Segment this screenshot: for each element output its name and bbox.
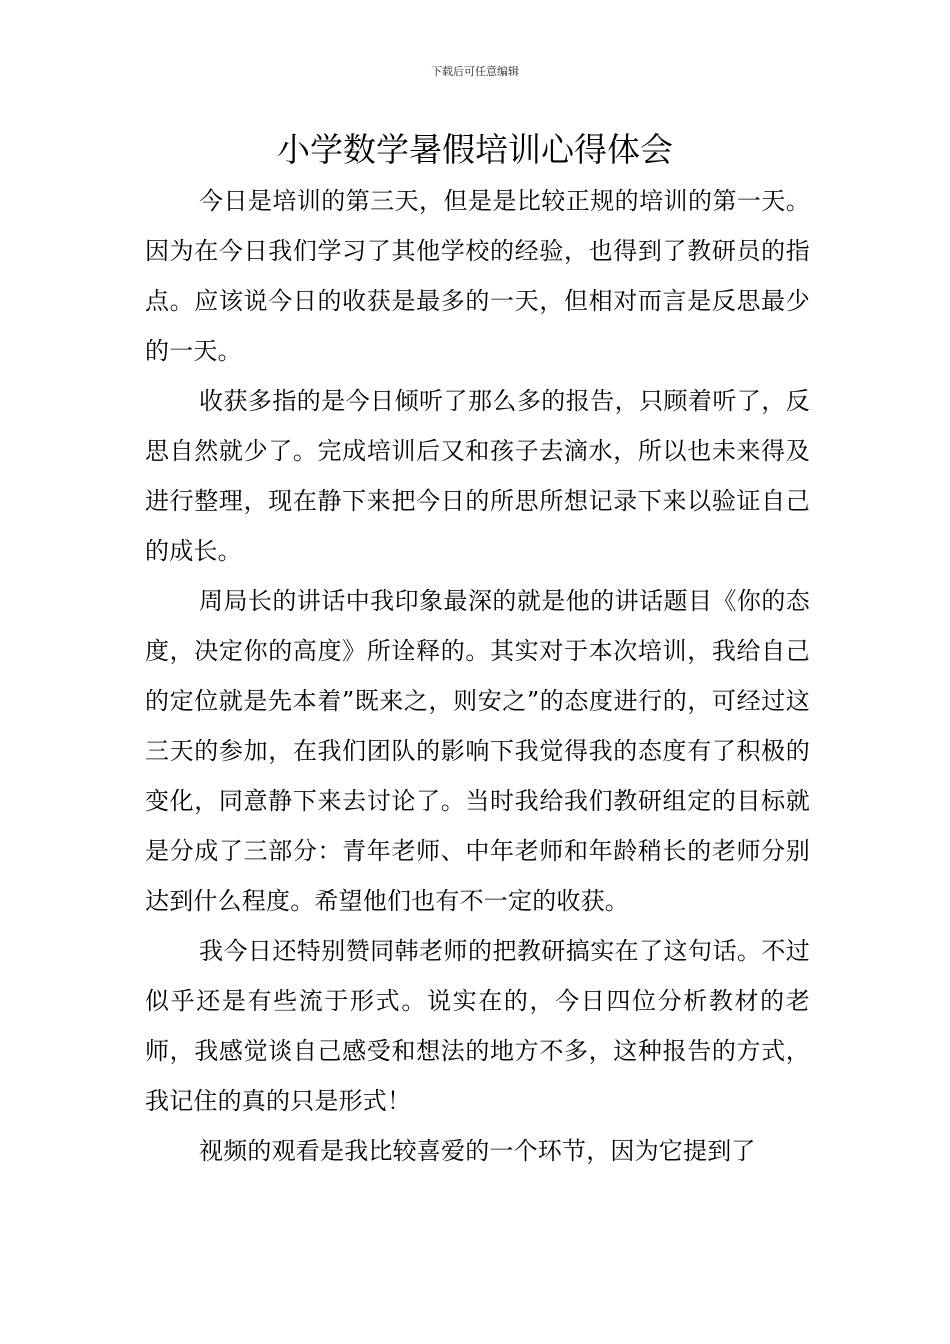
paragraph: 今日是培训的第三天，但是是比较正规的培训的第一天。因为在今日我们学习了其他学校的经验，也得到了教研员的指点。应该说今日的收获是最多的一天，但相对而言是反思最少的一天。: [145, 187, 810, 365]
paragraph: 周局长的讲话中我印象最深的就是他的讲话题目《你的态度，决定你的高度》所诠释的。其实对于本次培训，我给自己的定位就是先本着”既来之，则安之”的态度进行的，可经过这三天的参加，在我们团队的影响下我觉得我的态度有了积极的变化，同意静下来去讨论了。当时我给我们教研组定的目标就是分成了三部分：青年老师、中年老师和年龄稍长的老师分别达到什么程度。希望他们也有不一定的收获。: [145, 587, 810, 915]
document-title: 小学数学暑假培训心得体会: [277, 130, 673, 169]
paragraph: 我今日还特别赞同韩老师的把教研搞实在了这句话。不过似乎还是有些流于形式。说实在的，今日四位分析教材的老师，我感觉谈自己感受和想法的地方不多，这种报告的方式，我记住的真的只是形式！: [145, 937, 810, 1115]
document-body: [145, 176, 810, 1176]
paragraph: 收获多指的是今日倾听了那么多的报告，只顾着听了，反思自然就少了。完成培训后又和孩子去滴水，所以也未来得及进行整理，现在静下来把今日的所思所想记录下来以验证自己的成长。: [145, 387, 810, 565]
header-note: 下载后可任意编辑: [431, 65, 519, 78]
paragraph: 视频的观看是我比较喜爱的一个环节，因为它提到了: [199, 1137, 756, 1165]
